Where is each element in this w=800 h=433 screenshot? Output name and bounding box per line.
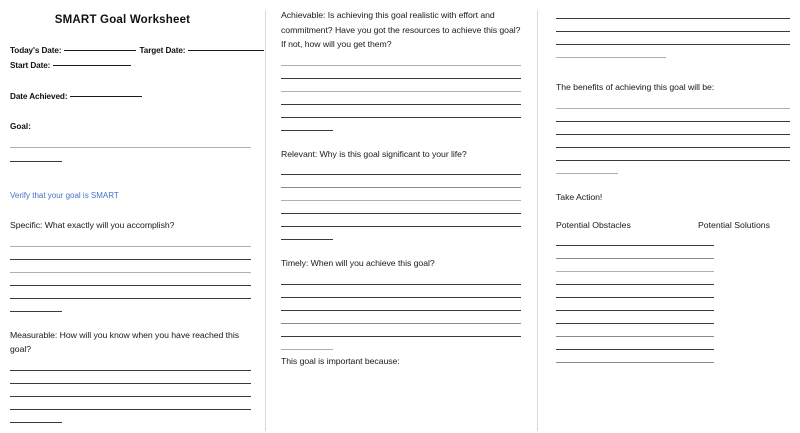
target-date-label: Target Date:	[139, 46, 186, 55]
goal-label: Goal:	[10, 122, 31, 131]
spacer	[556, 174, 790, 190]
date-row-start	[10, 58, 251, 73]
spacer	[10, 162, 251, 178]
page-title: SMART Goal Worksheet	[54, 14, 191, 26]
target-date-input[interactable]	[188, 50, 264, 51]
date-fields-block	[10, 43, 251, 104]
spacer	[281, 131, 521, 147]
measurable-answer-lines	[10, 357, 251, 423]
obstacles-solutions-header	[556, 218, 790, 232]
prompt-important-because: This goal is important because:	[281, 355, 400, 366]
date-row-achieved	[10, 89, 251, 104]
column-middle	[266, 0, 537, 433]
prompt-benefits: The benefits of achieving this goal will be:	[556, 82, 715, 92]
answer-line[interactable]	[556, 362, 714, 363]
spacer	[281, 240, 521, 256]
timely-answer-lines	[281, 271, 521, 350]
prompt-achievable: Achievable: Is achieving this goal realistic with effort and commitment? Have you got the resources to achieve this goal? If not, how will you get them?	[281, 10, 521, 49]
prompt-specific: Specific: What exactly will you accomplish?	[10, 220, 175, 230]
relevant-answer-lines	[281, 161, 521, 240]
continuation-answer-lines	[556, 6, 790, 58]
todays-date-input[interactable]	[64, 50, 136, 51]
benefits-answer-lines	[556, 95, 790, 174]
specific-answer-lines	[10, 233, 251, 312]
date-achieved-label: Date Achieved:	[10, 92, 68, 101]
col-header-potential-obstacles: Potential Obstacles	[556, 220, 631, 230]
column-right	[538, 0, 800, 433]
spacer	[10, 73, 251, 89]
start-date-label: Start Date:	[10, 61, 51, 70]
obstacles-answer-lines	[556, 232, 790, 363]
date-row-today-target	[10, 43, 251, 58]
spacer	[556, 58, 790, 74]
prompt-relevant: Relevant: Why is this goal significant to your life?	[281, 148, 467, 159]
spacer	[10, 312, 251, 328]
take-action-label: Take Action!	[556, 191, 603, 202]
spacer	[10, 104, 251, 120]
date-achieved-input[interactable]	[70, 96, 142, 97]
prompt-timely: Timely: When will you achieve this goal?	[281, 258, 435, 268]
prompt-measurable: Measurable: How will you know when you have reached this goal?	[10, 329, 239, 354]
goal-answer-lines	[10, 134, 251, 162]
spacer	[10, 178, 251, 189]
todays-date-label: Today's Date:	[10, 46, 62, 55]
col-header-potential-solutions: Potential Solutions	[698, 220, 770, 230]
verify-smart-note: Verify that your goal is SMART	[10, 191, 119, 200]
achievable-answer-lines	[281, 52, 521, 131]
column-left	[0, 0, 265, 433]
spacer	[10, 202, 251, 218]
start-date-input[interactable]	[53, 65, 131, 66]
answer-line[interactable]	[10, 422, 62, 423]
